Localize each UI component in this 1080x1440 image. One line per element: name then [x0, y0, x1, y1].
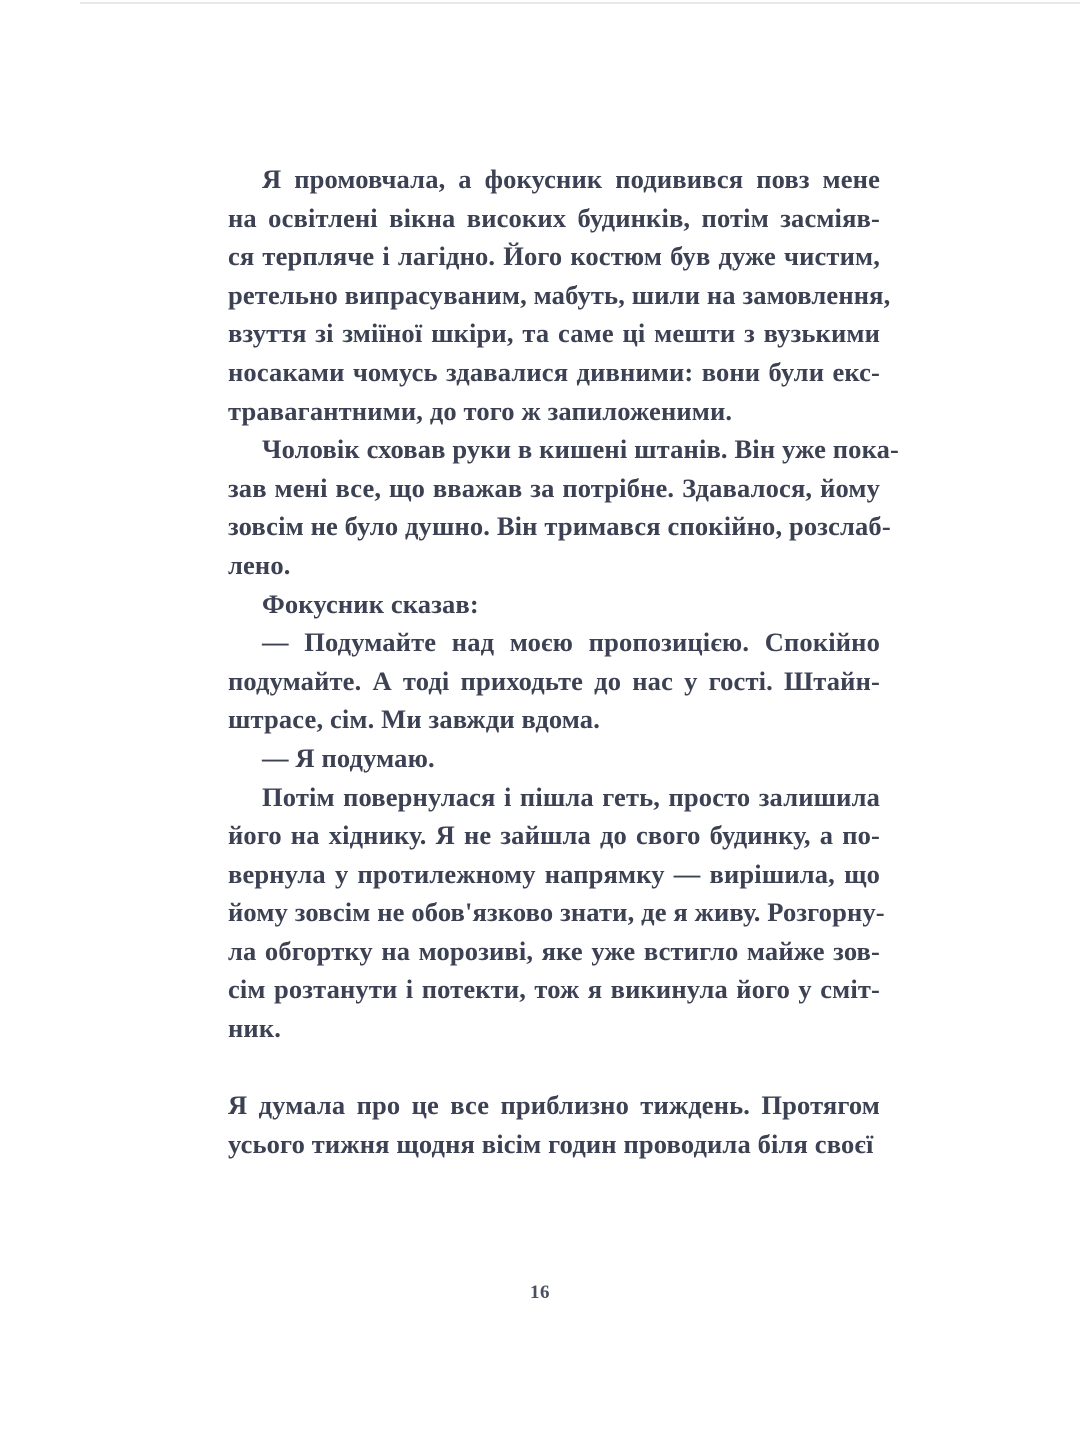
paragraph-gap	[228, 1048, 880, 1087]
paragraph	[228, 430, 899, 584]
text-line: сім розтанути і потекти, тож я викинула його у сміт-	[228, 974, 880, 1005]
text-line: носаками чомусь здавалися дивними: вони були екс-	[228, 356, 880, 387]
text-line: йому зовсім не обов'язково знати, де я живу. Розгорну-	[228, 897, 885, 928]
page-text-block	[228, 160, 899, 1163]
text-line: ла обгортку на морозиві, яке уже встигло майже зов-	[228, 935, 880, 966]
text-line: подумайте. А тоді приходьте до нас у гості. Штайн-	[228, 665, 880, 696]
text-line: штрасе, сім. Ми завжди вдома.	[228, 704, 600, 735]
text-line: Фокусник сказав:	[262, 588, 479, 619]
paragraph	[228, 585, 880, 624]
paragraph	[228, 623, 880, 739]
text-line: Я промовчала, а фокусник подивився повз мене	[262, 164, 880, 194]
text-line: ся терпляче і лагідно. Його костюм був дуже чистим,	[228, 241, 880, 272]
text-line: його на хіднику. Я не зайшла до свого будинку, а по-	[228, 820, 880, 851]
text-line: вернула у протилежному напрямку — вирішила, що	[228, 858, 880, 889]
text-line: Потім повернулася і пішла геть, просто залишила	[262, 781, 880, 812]
paragraph	[228, 1086, 880, 1163]
text-line: усього тижня щодня вісім годин проводила біля своєї	[228, 1128, 874, 1159]
text-line: зав мені все, що вважав за потрібне. Здавалося, йому	[228, 472, 880, 503]
text-line: — Я подумаю.	[262, 742, 435, 773]
text-line: взуття зі зміїної шкіри, та саме ці мешти з вузькими	[228, 318, 880, 349]
text-line: ник.	[228, 1013, 282, 1044]
paragraph	[228, 160, 891, 430]
text-line: — Подумайте над моєю пропозицією. Спокійно	[262, 627, 880, 658]
text-line: Чоловік сховав руки в кишені штанів. Він уже пока-	[262, 434, 899, 465]
paragraph	[228, 778, 885, 1048]
scan-edge-line	[80, 2, 1080, 4]
text-line: травагантними, до того ж запиложеними.	[228, 395, 733, 426]
paragraph	[228, 739, 880, 778]
text-line: Я думала про це все приблизно тиждень. Протягом	[228, 1090, 880, 1121]
text-line: на освітлені вікна високих будинків, потім засміяв-	[228, 202, 880, 233]
text-line: ретельно випрасуваним, мабуть, шили на замовлення,	[228, 279, 891, 310]
text-line: зовсім не було душно. Він тримався спокійно, розслаб-	[228, 511, 891, 542]
text-line: лено.	[228, 549, 291, 580]
page-number: 16	[530, 1282, 550, 1303]
